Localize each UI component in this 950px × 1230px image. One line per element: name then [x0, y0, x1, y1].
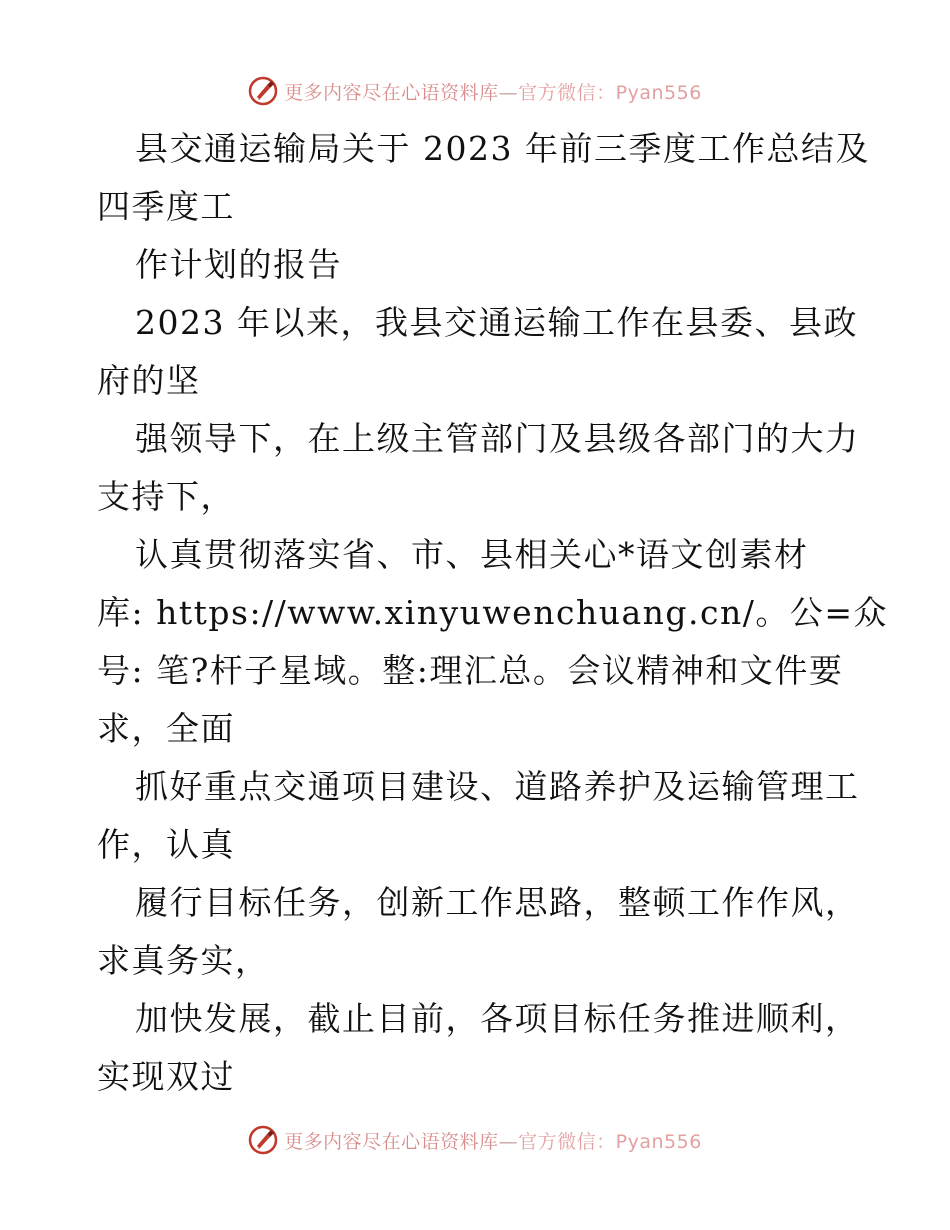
banner-text [284, 1127, 702, 1154]
doc-line: 支持下， [97, 477, 235, 516]
doc-line: 作计划的报告 [135, 245, 342, 284]
banner-main-text: 更多内容尽在心语资料库 [284, 1130, 499, 1153]
doc-line: 求真务实， [97, 941, 270, 980]
pen-logo-icon [248, 1125, 278, 1155]
doc-line: 认真贯彻落实省、市、县相关心*语文创素材 [135, 535, 809, 574]
doc-line: 库: https://www.xinyuwenchuang.cn/。公=众 [97, 593, 888, 632]
banner-dash: — [498, 1130, 519, 1153]
document-body [97, 120, 888, 1106]
banner-wechat-text: 官方微信：Pyan556 [518, 1130, 702, 1153]
doc-line: 作，认真 [97, 825, 235, 864]
banner-main-text: 更多内容尽在心语资料库 [284, 81, 499, 104]
doc-line: 2023 年以来，我县交通运输工作在县委、县政 [135, 303, 858, 342]
doc-line: 县交通运输局关于 2023 年前三季度工作总结及 [135, 129, 870, 168]
doc-line: 强领导下，在上级主管部门及县级各部门的大力 [135, 419, 860, 458]
doc-line: 求，全面 [97, 709, 235, 748]
banner-text [284, 78, 702, 105]
pen-logo-icon [248, 76, 278, 106]
doc-line: 加快发展，截止目前，各项目标任务推进顺利， [135, 999, 860, 1038]
doc-line: 抓好重点交通项目建设、道路养护及运输管理工 [135, 767, 860, 806]
banner-dash: — [498, 81, 519, 104]
banner-wechat-text: 官方微信：Pyan556 [518, 81, 702, 104]
doc-line: 号: 笔?杆子星域。整:理汇总。会议精神和文件要 [97, 651, 844, 690]
doc-line: 府的坚 [97, 361, 201, 400]
doc-line: 履行目标任务，创新工作思路，整顿工作作风， [135, 883, 860, 922]
doc-line: 四季度工 [97, 187, 235, 226]
header-watermark-banner [0, 71, 950, 111]
footer-watermark-banner [0, 1120, 950, 1160]
doc-line: 实现双过 [97, 1057, 235, 1096]
